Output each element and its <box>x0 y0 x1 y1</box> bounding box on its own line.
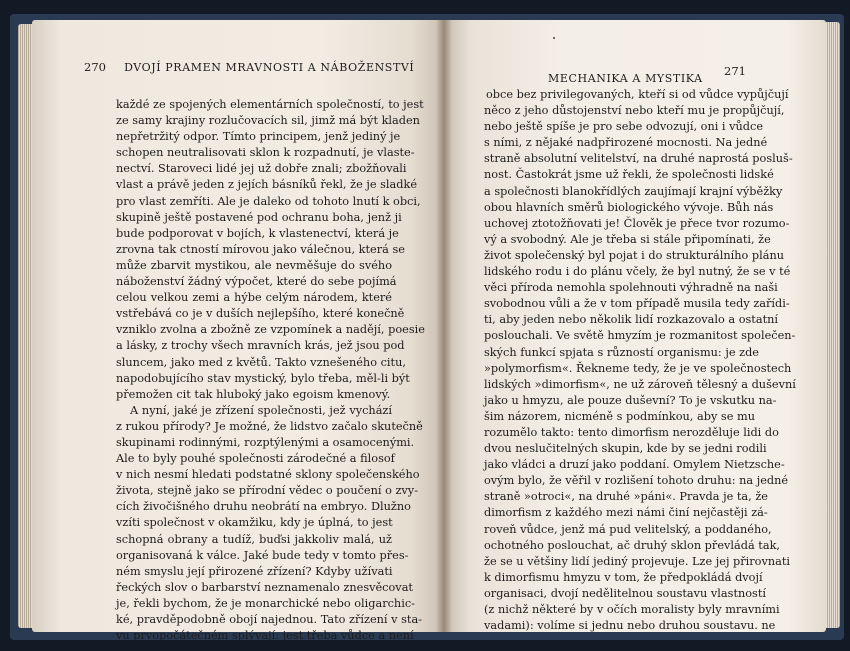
text-line: Ale to byly pouhé společnosti zárodečné a filosof <box>116 452 395 466</box>
left-page-body <box>116 97 425 644</box>
left-running-header <box>84 60 414 74</box>
text-line: napodobujícího stav mystický, bylo třeba, měl-li být <box>116 371 410 385</box>
left-page-number: 270 <box>84 60 106 74</box>
text-line: k dimorfismu hmyzu v tom, že předpokládá dvojí <box>484 570 763 584</box>
text-line: skupině ještě postavené pod ochranu boha, jenž ji <box>116 210 402 224</box>
text-line: A nyní, jaké je zřízení společnosti, jež vychází <box>130 403 392 417</box>
text-line: v nich nesmí hledati podstatné sklony společenského <box>116 468 420 482</box>
text-line: zrovna tak ctností mírovou jako válečnou, která se <box>116 242 405 256</box>
text-line: ze samy krajiny rozlučovacích sil, jimž má být kladen <box>116 114 420 128</box>
text-line: život společenský byl pojat i do strukturálního plánu <box>484 248 785 262</box>
text-line: ochotného poslouchat, ač druhý sklon převládá tak, <box>484 538 781 552</box>
page-speck <box>553 37 555 39</box>
text-line: ké, pravděpodobně obojí najednou. Tato zřízení v sta- <box>116 613 423 626</box>
text-line: lidského rodu i do plánu včely, že byl nutný, že se v té <box>484 265 791 279</box>
text-line: jako vládci a druzí jako poddaní. Omylem Nietzsche- <box>484 458 785 472</box>
text-line: jako u hmyzu, ale pouze duševní? To je vskutku na- <box>484 393 777 407</box>
text-line: dimorfism z každého mezi námi činí nejčastěji zá- <box>484 506 768 520</box>
text-line: věci příroda nemohla spolehnouti výhradně na naši <box>484 281 778 295</box>
text-line: pro vlast zemříti. Ale je daleko od tohoto lnutí k obci, <box>116 194 421 208</box>
text-line: nepřetržitý odpor. Tímto principem, jenž jediný je <box>116 130 401 144</box>
text-line: skupinami rodinnými, rozptýlenými a osamocenými. <box>116 435 415 449</box>
text-line: straně absolutní velitelství, na druhé naprostá posluš- <box>484 152 793 166</box>
text-line: cích živočišného druhu neobrátí na embryo. Dlužno <box>116 500 411 514</box>
text-line: že se u většiny lidí jediný projevuje. Lze jej přirovnati <box>484 554 791 568</box>
text-line: může zbarvit mystikou, ale nevměšuje do svého <box>116 258 392 272</box>
text-line: straně »otroci«, na druhé »páni«. Pravda je ta, že <box>484 490 768 504</box>
book-gutter <box>436 20 452 632</box>
text-line: vu prvopočátečném splývají: jest třeba vůdce a není <box>116 629 414 643</box>
text-line: nebo ještě spíše je pro sebe odvozují, oni i vůdce <box>484 120 764 134</box>
text-line: bude podporovat v bojích, k vlastenectví, která je <box>116 226 399 240</box>
text-line: života, stejně jako se přírodní vědec o poučení o zvy- <box>116 484 419 498</box>
text-line: vadami): volíme si jednu nebo druhou soustavu. ne <box>484 619 776 633</box>
text-line: a společnosti blanokřídlých zaujímají krajní výběžky <box>484 184 783 198</box>
text-line: »polymorfism«. Řekneme tedy, že je ve společnostech <box>484 361 792 375</box>
right-running-head: MECHANIKA A MYSTIKA <box>548 72 703 85</box>
text-line: řeckých slov o barbarství neznamenalo znesvěcovat <box>116 580 413 594</box>
text-line: je, řekli bychom, že je monarchické nebo oligarchic- <box>116 596 415 610</box>
text-line: a lásky, z trochy všech mravních krás, jež jsou pod <box>116 339 405 353</box>
text-line: vlast a právě jeden z jejích básníků řekl, že je sladké <box>116 178 418 192</box>
text-line: obce bez privilegovaných, kteří si od vůdce vypůjčují <box>486 88 789 101</box>
text-line: nectví. Staroveci lidé jej už dobře znali; zbožňovali <box>116 162 407 176</box>
text-line: přemožen cit tak hluboký jako egoism kmenový. <box>116 387 391 401</box>
left-page-edges <box>18 24 32 628</box>
text-line: lidských »dimorfism«, ne už zároveň tělesný a duševní <box>484 377 796 391</box>
text-line: vstřebává co je v duších nejlepšího, které konečně <box>116 307 405 321</box>
text-line: každé ze spojených elementárních společností, to jest <box>116 98 424 111</box>
text-line: s ními, z nějaké nadpřirozené mocnosti. Na jedné <box>484 136 768 150</box>
right-page-number: 271 <box>724 64 746 78</box>
text-line: poslouchali. Ve světě hmyzím je rozmanitost společen- <box>484 329 796 343</box>
text-line: svobodnou vůli a že v tom případě musila tedy zařídi- <box>484 297 790 311</box>
text-line: vzíti společnost v okamžiku, kdy je úplná, to jest <box>116 516 393 530</box>
text-line: šim názorem, nicméně s podmínkou, aby se mu <box>484 409 755 423</box>
right-running-header <box>548 72 703 85</box>
text-line: celou velkou zemi a hýbe celým národem, které <box>116 291 392 305</box>
text-line: obou hlavních směrů biologického vývoje. Bůh nás <box>484 200 774 214</box>
text-line: organisaci, dvojí nedělitelnou soustavu vlastností <box>484 586 767 600</box>
left-running-head: DVOJÍ PRAMEN MRAVNOSTI A NÁBOŽENSTVÍ <box>124 61 415 74</box>
text-line: sluncem, jako med z květů. Takto vznešeného citu, <box>116 355 406 369</box>
text-line: schopen neutralisovati sklon k rozpadnutí, je vlaste- <box>116 146 415 160</box>
text-line: náboženství žádný výpočet, které do sebe pojímá <box>116 275 397 289</box>
text-line: ném smyslu její přirozené zřízení? Kdyby užívati <box>116 564 393 578</box>
text-line: nost. Častokrát jsme už řekli, že společnosti lidské <box>484 168 774 182</box>
text-line: z rukou přírody? Je možné, že lidstvo začalo skutečně <box>116 419 423 433</box>
text-line: dvou neslučitelných skupin, kde by se jedni rodili <box>484 442 767 456</box>
text-line: vzniklo zvolna a zbožně ze vzpomínek a nadějí, poesie <box>116 323 425 337</box>
text-line: uchovej ztotožňovati je! Člověk je přece tvor rozumo- <box>484 216 790 230</box>
text-line: schopná obrany a tudíž, buďsi jakkoliv malá, už <box>116 532 392 546</box>
right-page-body <box>484 87 796 634</box>
text-line: roveň vůdce, jenž má pud velitelský, a poddaného, <box>484 522 772 536</box>
text-line: ovým bylo, že věřil v rozlišení tohoto druhu: na jedné <box>484 474 789 488</box>
text-line: ských funkcí spjata s růzností organismu: je zde <box>484 345 759 359</box>
text-line: něco z jeho důstojenství nebo kteří mu je propůjčují, <box>484 104 785 118</box>
text-line: rozumělo takto: tento dimorfism nerozděluje lidi do <box>484 425 779 439</box>
text-line: vý a svobodný. Ale je třeba si stále připomínati, že <box>484 232 771 246</box>
text-line: ti, aby jeden nebo několik lidí rozkazovalo a ostatní <box>484 313 779 327</box>
text-line: (z nichž některé by v očích moralisty byly mravními <box>484 603 780 616</box>
text-line: organisovaná k válce. Jaké bude tedy v tomto přes- <box>116 548 409 562</box>
right-page-edges <box>826 22 840 628</box>
